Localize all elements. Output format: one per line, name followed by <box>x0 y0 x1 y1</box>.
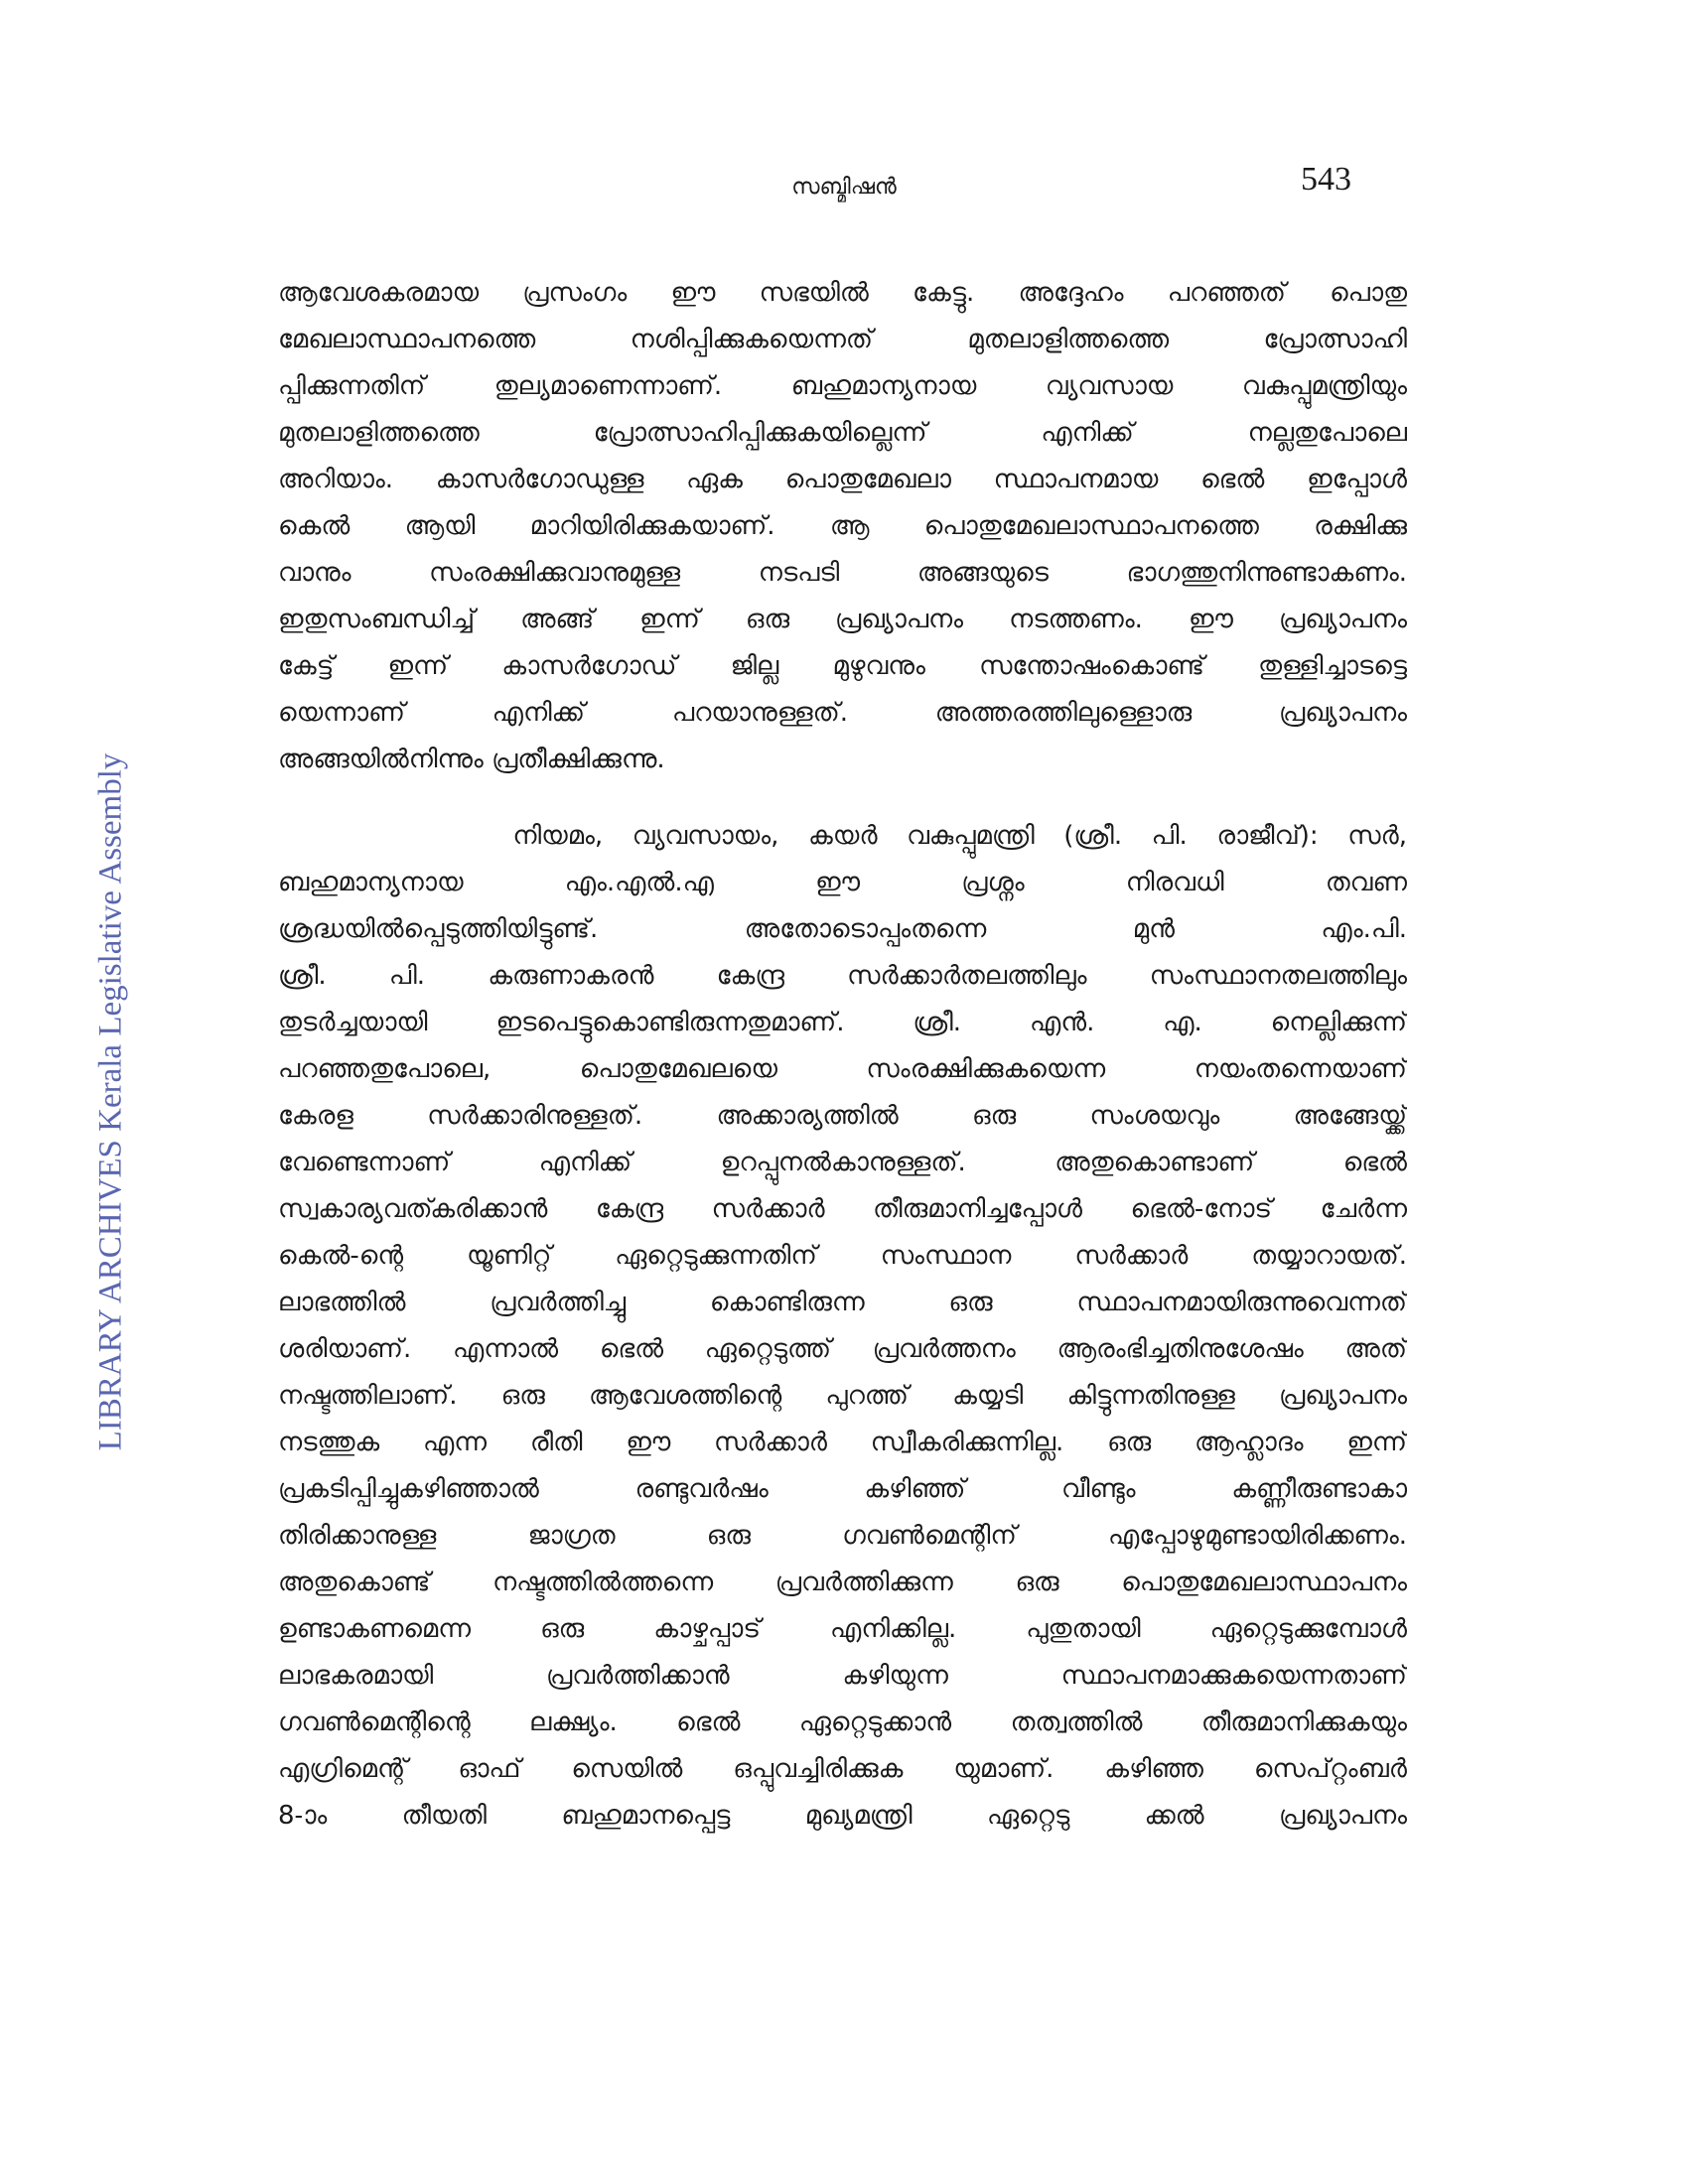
paragraph-2 <box>278 813 1407 1840</box>
text-line: സ്വകാര്യവത്കരിക്കാൻ കേന്ദ്ര സർക്കാർ തീരുമാനിച്ചപ്പോൾ ഭെൽ-നോട് ചേർന്ന <box>278 1194 1407 1224</box>
text-line: ലാഭകരമായി പ്രവർത്തിക്കാൻ കഴിയുന്ന സ്ഥാപനമാക്കുകയെന്നതാണ് <box>278 1661 1407 1691</box>
text-line: ബഹുമാന്യനായ എം.എൽ.എ ഈ പ്രശ്നം നിരവധി തവണ <box>278 868 1407 897</box>
text-line: ശ്രദ്ധയിൽപ്പെടുത്തിയിട്ടുണ്ട്. അതോടൊപ്പംതന്നെ മുൻ എം.പി. <box>278 914 1407 944</box>
text-line: പ്രകടിപ്പിച്ചുകഴിഞ്ഞാൽ രണ്ടുവർഷം കഴിഞ്ഞ് വീണ്ടും കണ്ണീരുണ്ടാകാ <box>278 1474 1407 1504</box>
text-line: കെൽ ആയി മാറിയിരിക്കുകയാണ്. ആ പൊതുമേഖലാസ്ഥാപനത്തെ രക്ഷിക്കു <box>278 511 1407 541</box>
text-line: ശരിയാണ്. എന്നാൽ ഭെൽ ഏറ്റെടുത്ത് പ്രവർത്തനം ആരംഭിച്ചതിനുശേഷം അത് <box>278 1334 1407 1364</box>
page-number: 543 <box>1301 161 1351 198</box>
text-line: തിരിക്കാനുള്ള ജാഗ്രത ഒരു ഗവൺമെന്റിന് എപ്പോഴുമുണ്ടായിരിക്കണം. <box>278 1521 1407 1551</box>
text-line: ശ്രീ. പി. കരുണാകരൻ കേന്ദ്ര സർക്കാർതലത്തിലും സംസ്ഥാനതലത്തിലും <box>278 961 1407 991</box>
text-line: ആവേശകരമായ പ്രസംഗം ഈ സഭയിൽ കേട്ടു. അദ്ദേഹം പറഞ്ഞത് പൊതു <box>278 278 1407 308</box>
text-line: കേരള സർക്കാരിനുള്ളത്. അക്കാര്യത്തിൽ ഒരു സംശയവും അങ്ങേയ്ക്ക് <box>278 1101 1407 1131</box>
text-line: അറിയാം. കാസർഗോഡുള്ള ഏക പൊതുമേഖലാ സ്ഥാപനമായ ഭെൽ ഇപ്പോൾ <box>278 465 1407 494</box>
text-line: വാനും സംരക്ഷിക്കുവാനുമുള്ള നടപടി അങ്ങയുടെ ഭാഗത്തുനിന്നുണ്ടാകണം. <box>278 558 1407 588</box>
text-line: ഉണ്ടാകണമെന്ന ഒരു കാഴ്ചപ്പാട് എനിക്കില്ല. പുതുതായി ഏറ്റെടുക്കുമ്പോൾ <box>278 1614 1407 1644</box>
text-line: വേണ്ടെന്നാണ് എനിക്ക് ഉറപ്പുനൽകാനുള്ളത്. അതുകൊണ്ടാണ് ഭെൽ <box>278 1148 1407 1177</box>
paragraph-1 <box>278 270 1407 783</box>
text-line: കെൽ-ന്റെ യൂണിറ്റ് ഏറ്റെടുക്കുന്നതിന് സംസ്ഥാന സർക്കാർ തയ്യാറായത്. <box>278 1241 1407 1271</box>
text-line: നടത്തുക എന്ന രീതി ഈ സർക്കാർ സ്വീകരിക്കുന്നില്ല. ഒരു ആഹ്ലാദം ഇന്ന് <box>278 1428 1407 1457</box>
text-line: ഇതുസംബന്ധിച്ച് അങ്ങ് ഇന്ന് ഒരു പ്രഖ്യാപനം നടത്തണം. ഈ പ്രഖ്യാപനം <box>278 605 1407 634</box>
side-watermark: LIBRARY ARCHIVES Kerala Legislative Assembly <box>92 752 129 1451</box>
text-line: എഗ്രിമെന്റ് ഓഫ് സെയിൽ ഒപ്പുവച്ചിരിക്കുക യുമാണ്. കഴിഞ്ഞ സെപ്റ്റംബർ <box>278 1754 1407 1784</box>
text-line: അങ്ങയിൽനിന്നും പ്രതീക്ഷിക്കുന്നു. <box>278 745 665 774</box>
text-line: പറഞ്ഞതുപോലെ, പൊതുമേഖലയെ സംരക്ഷിക്കുകയെന്ന നയംതന്നെയാണ് <box>278 1054 1407 1084</box>
text-line: നിയമം, വ്യവസായം, കയർ വകുപ്പുമന്ത്രി (ശ്രീ. പി. രാജീവ്): സർ, <box>278 821 1407 851</box>
text-line: നഷ്ടത്തിലാണ്. ഒരു ആവേശത്തിന്റെ പുറത്ത് കയ്യടി കിട്ടുന്നതിനുള്ള പ്രഖ്യാപനം <box>278 1381 1407 1411</box>
text-line: 8-ാം തീയതി ബഹുമാനപ്പെട്ട മുഖ്യമന്ത്രി ഏറ്റെടു ക്കൽ പ്രഖ്യാപനം <box>278 1801 1407 1831</box>
text-line: പ്പിക്കുന്നതിന് തുല്യമാണെന്നാണ്. ബഹുമാന്യനായ വ്യവസായ വകുപ്പുമന്ത്രിയും <box>278 371 1407 401</box>
page-header-title: സബ്മിഷൻ <box>791 175 897 200</box>
paragraph-spacer <box>278 783 1407 813</box>
text-line: ഗവൺമെന്റിന്റെ ലക്ഷ്യം. ഭെൽ ഏറ്റെടുക്കാൻ തത്വത്തിൽ തീരുമാനിക്കുകയും <box>278 1707 1407 1737</box>
text-line: മുതലാളിത്തത്തെ പ്രോത്സാഹിപ്പിക്കുകയില്ലെന്ന് എനിക്ക് നല്ലതുപോലെ <box>278 418 1407 448</box>
text-line: തുടർച്ചയായി ഇടപെട്ടുകൊണ്ടിരുന്നതുമാണ്. ശ്രീ. എൻ. എ. നെല്ലിക്കുന്ന് <box>278 1008 1407 1037</box>
text-line: മേഖലാസ്ഥാപനത്തെ നശിപ്പിക്കുകയെന്നത് മുതലാളിത്തത്തെ പ്രോത്സാഹി <box>278 325 1407 354</box>
text-line: ലാഭത്തിൽ പ്രവർത്തിച്ചു കൊണ്ടിരുന്ന ഒരു സ്ഥാപനമായിരുന്നുവെന്നത് <box>278 1288 1407 1317</box>
text-line: അതുകൊണ്ട് നഷ്ടത്തിൽത്തന്നെ പ്രവർത്തിക്കുന്ന ഒരു പൊതുമേഖലാസ്ഥാപനം <box>278 1568 1407 1597</box>
text-line: യെന്നാണ് എനിക്ക് പറയാനുള്ളത്. അത്തരത്തിലുള്ളൊരു പ്രഖ്യാപനം <box>278 698 1407 728</box>
document-body <box>278 270 1407 1840</box>
text-line: കേട്ട് ഇന്ന് കാസർഗോഡ് ജില്ല മുഴുവനും സന്തോഷംകൊണ്ട് തുള്ളിച്ചാടട്ടെ <box>278 651 1407 681</box>
